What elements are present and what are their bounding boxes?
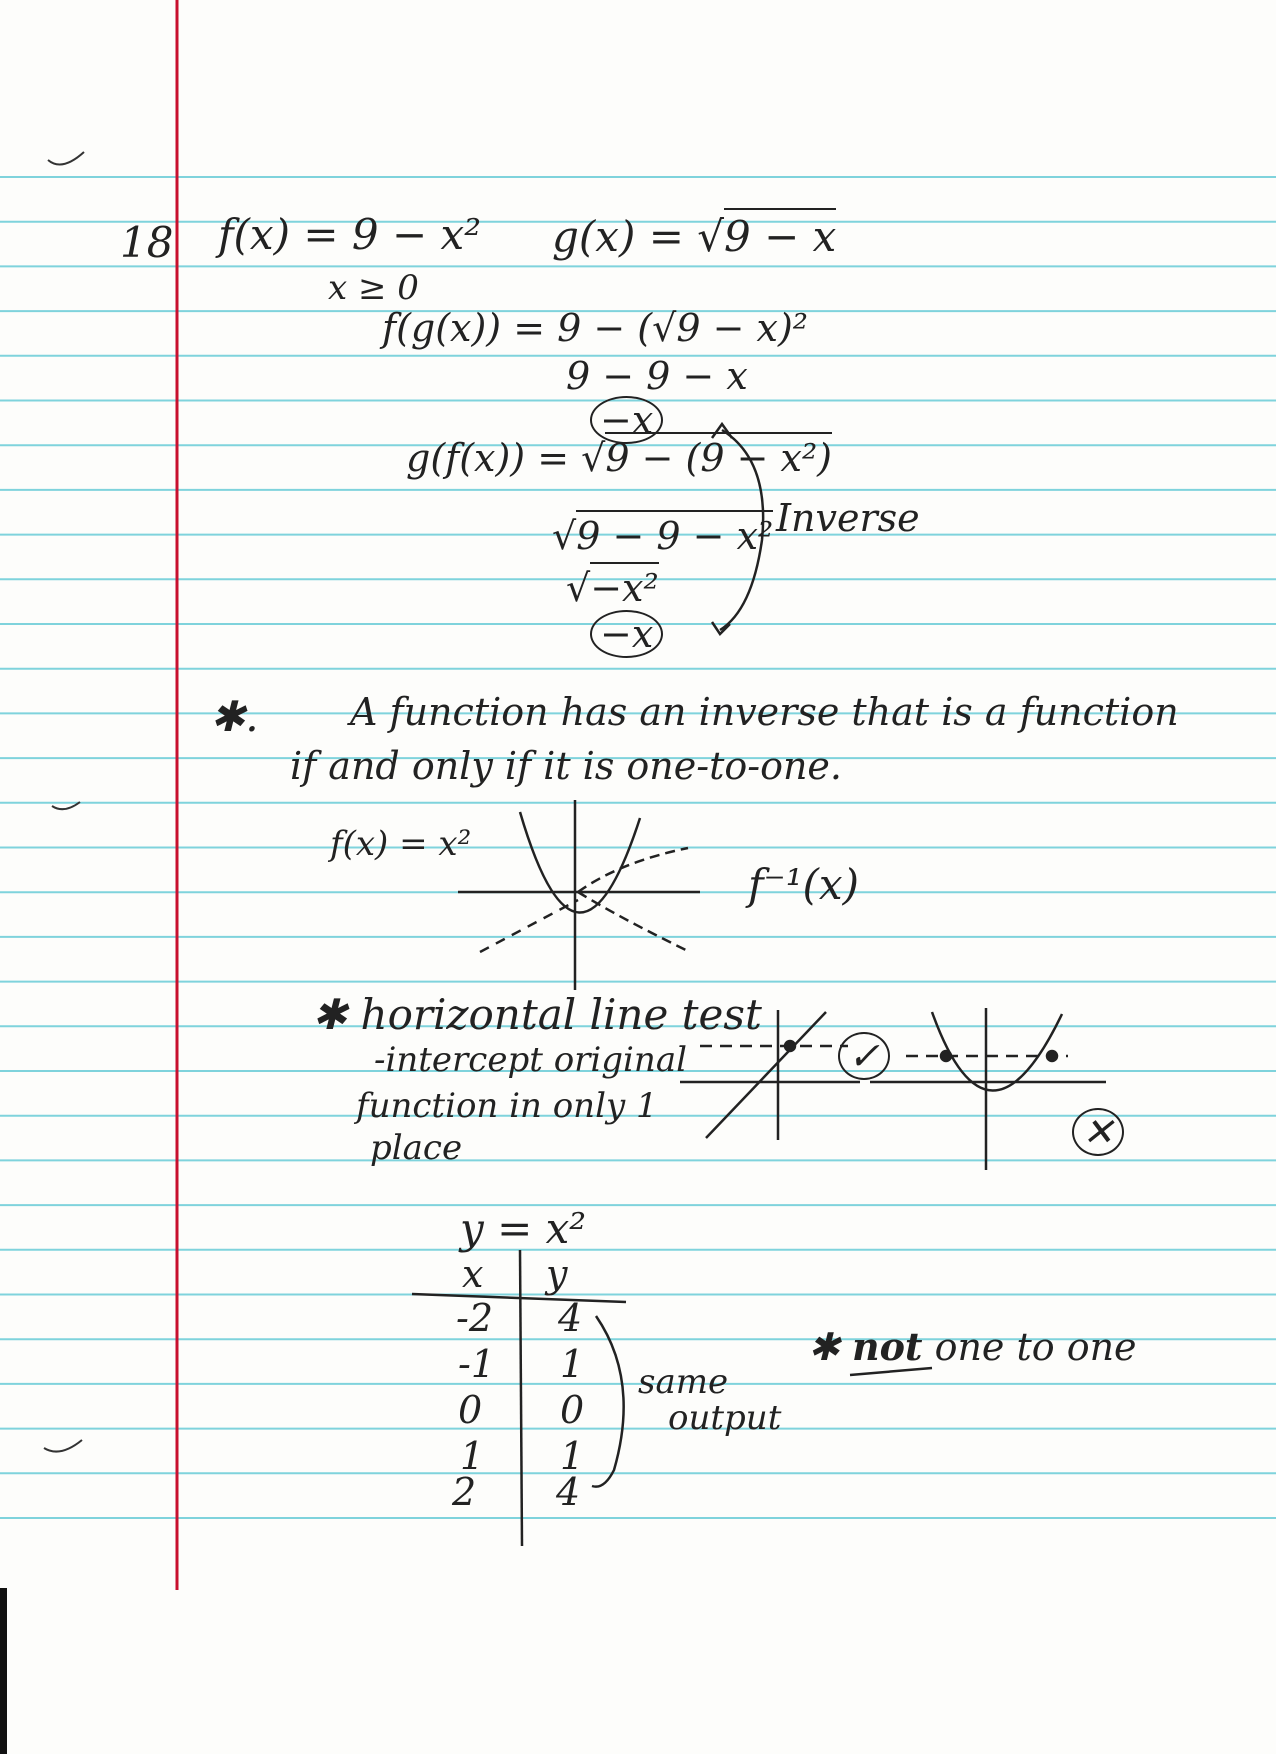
table-row-y: 0 — [560, 1388, 585, 1432]
x-mark-icon: ✕ — [1072, 1108, 1124, 1156]
composition-fg-step1: f(g(x)) = 9 − (√9 − x)² — [382, 306, 808, 350]
table-row-y: 1 — [560, 1434, 585, 1478]
horizontal-line-test-line-3: place — [370, 1128, 463, 1168]
table-header-y: y — [546, 1252, 568, 1296]
not-underline — [850, 1368, 932, 1375]
table-row-x: 2 — [452, 1470, 477, 1514]
table-row-x: 0 — [458, 1388, 483, 1432]
composition-gf-step2-prefix: √ — [552, 514, 577, 558]
theorem-line-2: if and only if it is one-to-one. — [290, 744, 843, 788]
table-title: y = x² — [460, 1204, 587, 1253]
same-output-bracket — [592, 1316, 624, 1487]
binding-edge — [0, 1588, 7, 1754]
composition-gf-step1-prefix: g(f(x)) = √ — [406, 436, 606, 480]
horizontal-line-test-title: ✱ horizontal line test — [312, 990, 762, 1039]
composition-fg-result: −x — [590, 396, 663, 444]
not-word: not — [851, 1324, 923, 1369]
inverse-label: Inverse — [776, 496, 920, 540]
function-g-definition — [552, 212, 836, 261]
function-f-definition: f(x) = 9 − x² — [218, 210, 482, 259]
composition-gf-result: −x — [590, 610, 663, 658]
composition-gf-step2 — [552, 514, 773, 558]
table-row-y: 1 — [560, 1342, 585, 1386]
composition-gf-step3-radicand: −x² — [590, 562, 659, 610]
graph-parabola-not-one-to-one — [870, 1008, 1106, 1170]
graph1-inverse-label: f⁻¹(x) — [748, 860, 860, 909]
table-row-y: 4 — [558, 1296, 583, 1340]
not-one-to-one-note — [808, 1324, 1137, 1369]
check-mark-icon: ✓ — [838, 1032, 890, 1080]
composition-gf-step2-radicand: 9 − 9 − x² — [576, 510, 773, 558]
composition-gf-step1-radicand: 9 − (9 − x²) — [605, 432, 832, 480]
composition-gf-step1 — [406, 436, 832, 480]
theorem-line-1: A function has an inverse that is a function — [350, 690, 1179, 734]
table-row-x: 1 — [460, 1434, 485, 1478]
hole-mark-top — [48, 152, 84, 165]
horizontal-line-test-line-2: function in only 1 — [356, 1086, 658, 1126]
function-g-prefix: g(x) = √ — [552, 212, 724, 261]
problem-number: 18 — [120, 218, 174, 267]
graph1-function-label: f(x) = x² — [330, 824, 472, 864]
table-header-x: x — [462, 1252, 484, 1296]
composition-fg-step2: 9 − 9 − x — [566, 354, 748, 398]
star-marker: ✱. — [210, 692, 259, 741]
domain-restriction: x ≥ 0 — [328, 268, 419, 308]
composition-gf-step3 — [566, 566, 659, 610]
not-rest: one to one — [934, 1325, 1137, 1369]
horizontal-line-test-line-1: -intercept original — [374, 1040, 687, 1080]
same-output-label-2: output — [668, 1398, 782, 1438]
function-g-radicand: 9 − x — [724, 208, 836, 261]
graph-parabola-inverse — [458, 800, 700, 990]
table-row-x: -2 — [456, 1296, 494, 1340]
not-star: ✱ — [808, 1325, 840, 1369]
table-row-y: 4 — [556, 1470, 581, 1514]
composition-gf-step3-prefix: √ — [566, 566, 591, 610]
same-output-label-1: same — [638, 1362, 729, 1402]
table-row-x: -1 — [458, 1342, 496, 1386]
hole-mark-bottom — [44, 1440, 82, 1452]
